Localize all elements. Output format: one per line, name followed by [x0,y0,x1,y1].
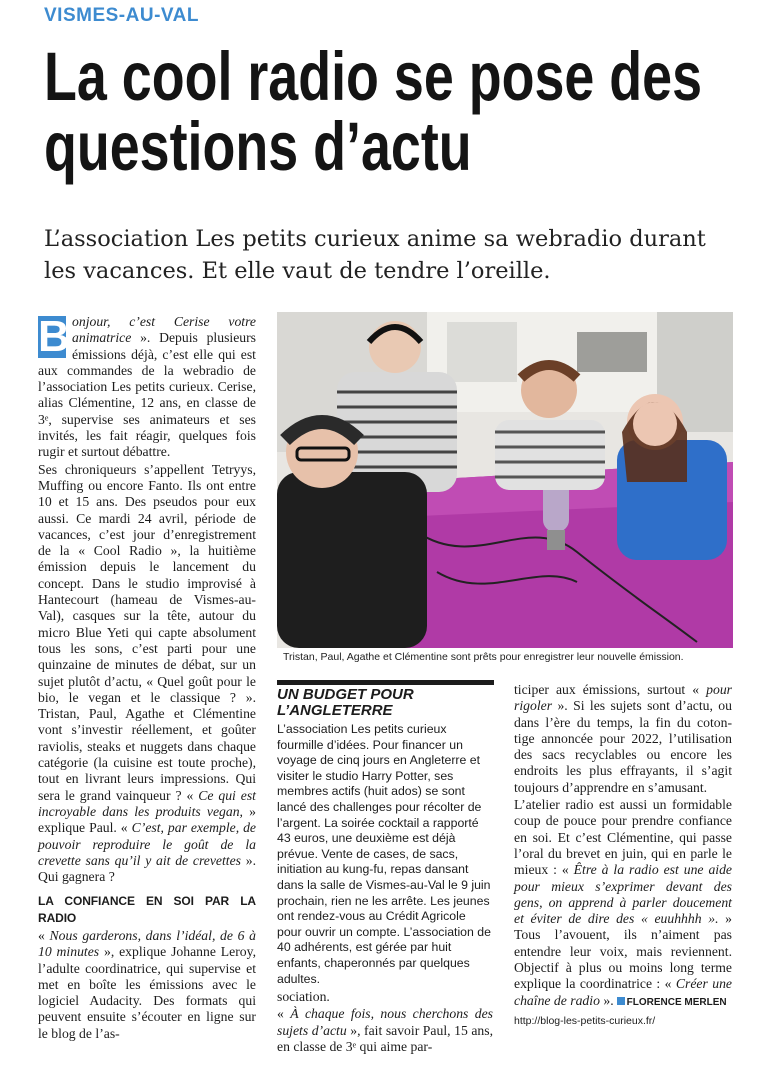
article-photo [277,312,733,648]
photo-caption: Tristan, Paul, Agathe et Clémentine sont prêts pour enregistrer leur nouvelle émission. [283,651,684,663]
paragraph-paul: « À chaque fois, nous cherchons des sujets d’actu », fait savoir Paul, 15 ans, en classe de 3ᵉ qui aime par- [277,1006,494,1054]
box-heading: UN BUDGET POUR L’ANGLETERRE [277,686,414,719]
article-column-3 [514,682,732,1030]
article-column-1 [38,314,256,1043]
paragraph-intro: B onjour, c’est Cerise votre animatrice ». Depuis plusieurs émissions déjà, c’est elle qui est aux commandes de la webradio de l’association Les petits curieux. Cerise, alias Clémentine, 12 ans, en classe de 3ᵉ, supervise ses animateurs et ses invités, les fait réagir, quelques fois rugir et surtout débattre. [38,312,257,460]
paragraph-durée: « Nous garderons, dans l’idéal, de 6 à 10 minutes », explique Johanne Leroy, l’adulte coordinatrice, qui supervise et met en boîte les émissions avec le logiciel Audacity. Des formats qui peuvent ensuite s’écouter en ligne sur le blog de l’as- [38,927,256,1041]
headline: La cool radio se pose des questions d’actu [44,38,703,186]
signature-square-icon [617,997,625,1005]
box-body: L’association Les petits curieux fourmille d’idées. Pour financer un voyage de cinq jours en Angleterre et visiter le studio Harry Potter, ses membres actifs (huit ados) se sont lancé des challenges pour récolter de l’argent. La soirée cocktail a rapporté 43 euros, une deuxième est déjà prévue. Vente de cases, de sacs, initiation au kung-fu, repas dansant dans la salle de Vismes-au-Val le 9 juin prochain, rien ne les arrête. Les jeunes ont rendez-vous au Crédit Agricole pour ouvrir un compte. L’association de 40 adhérents, est gérée par huit enfants, chaperonnés par quelques adultes. [277,722,491,986]
paragraph-confiance: L’atelier radio est aussi un formidable coup de pouce pour prendre confiance en soi. Et c’est Clémentine, qui passe l’oral du brevet en juin, qui en parle le mieux : « Être à la radio est une aide pour mieux s’exprimer devant des gens, on apprend à parler doucement et éviter de dire des « euuhhhh ». » Tous l’avouent, ils n’aiment pas entendre leur voix, mais reviennent. Objectif à plus ou moins long terme explique la coordinatrice : « Créer une chaîne de radio ». FLORENCE MERLEN [514,797,733,1008]
signature: FLORENCE MERLEN [626,996,727,1008]
box-rule [277,680,494,685]
photo-illustration [277,312,733,648]
section-subhead: LA CONFIANCE EN SOI PAR LA RADIO [38,894,256,925]
paragraph-sujets: ticiper aux émissions, surtout « pour rigoler ». Si les sujets sont d’actu, ou dans l’ère du temps, la fin du coton-tige annoncée pour 2022, l’utilisation des sacs recyclables ou encore les endroits les plus effrayants, il s’agit toujours d’apprendre en s’amusant. [514,682,732,795]
paragraph-chroniqueurs: Ses chroniqueurs s’appellent Tetryys, Muffing ou encore Fanto. Ils ont entre 10 et 15 ans. Des pseudos pour eux aussi. Ce mardi 24 avril, période de vacances, c’est jour d’enregistrement de la « Cool Radio », la huitième émission depuis le lancement du concept. Dans le studio improvisé à Hantecourt (hameau de Vismes-au-Val), casques sur la tête, autour du micro Blue Yeti qui capte absolument tous les sons, c’est parti pour une quinzaine de minutes de débat, sur un sujet plutôt d’actu, « Quel goût pour le bio, le vegan et le classique ? ». Tristan, Paul, Agathe et Clémentine vont s’investir réellement, et goûter raviolis, steaks et nuggets dans chaque catégorie (la cuisine est toute proche), tout en livrant leurs impressions. Qui sera le grand vainqueur ? « Ce qui est incroyable dans les produits vegan, » explique Paul. « C’est, par exemple, de pouvoir reproduire le goût de la crevette sans qu’il y ait de crevettes ». Qui gagnera ? [38,461,257,885]
kicker: VISMES-AU-VAL [44,5,199,26]
drop-cap: B [38,312,70,361]
blog-url[interactable]: http://blog-les-petits-curieux.fr/ [514,1014,656,1027]
subtitle: L’association Les petits curieux anime sa webradio durant les vacances. Et elle vaut de tendre l’oreille. [44,226,706,284]
paragraph-association: sociation. [277,989,330,1004]
article-column-2 [277,989,493,1056]
